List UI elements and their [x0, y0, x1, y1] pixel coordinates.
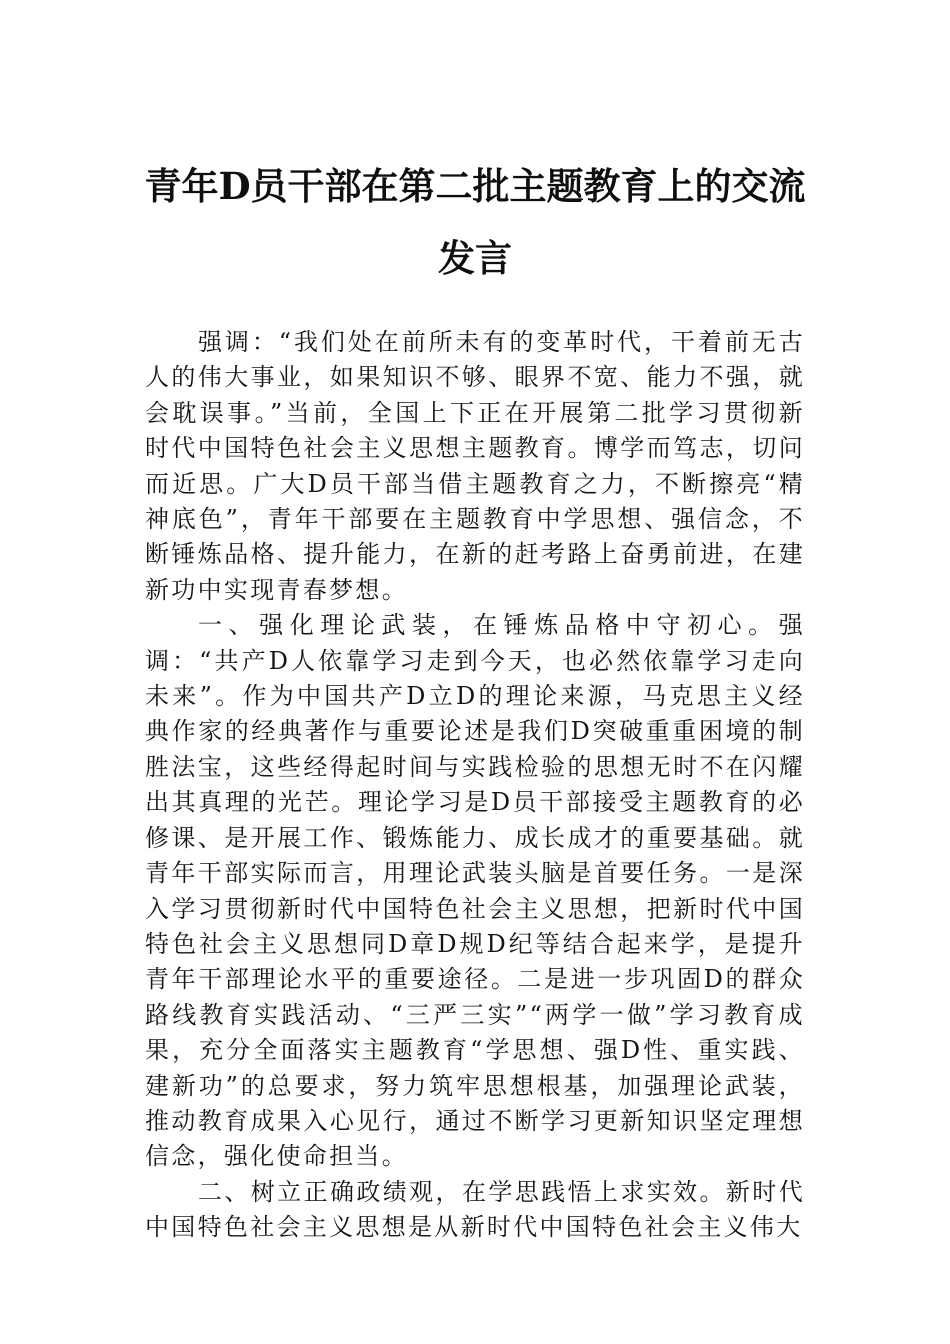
paragraph-section-1: 一、强化理论武装，在锤炼品格中守初心。强调：“共产D人依靠学习走到今天，也必然依靠学习走向未来”。作为中国共产D立D的理论来源，马克思主义经典作家的经典著作与重要论述是我们D突破重重困境的制胜法宝，这些经得起时间与实践检验的思想无时不在闪耀出其真理的光芒。理论学习是D员干部接受主题教育的必修课、是开展工作、锻炼能力、成长成才的重要基础。就青年干部实际而言，用理论武装头脑是首要任务。一是深入学习贯彻新时代中国特色社会主义思想，把新时代中国特色社会主义思想同D章D规D纪等结合起来学，是提升青年干部理论水平的重要途径。二是进一步巩固D的群众路线教育实践活动、“三严三实”“两学一做”学习教育成果，充分全面落实主题教育“学思想、强D性、重实践、建新功”的总要求，努力筑牢思想根基，加强理论武装，推动教育成果入心见行，通过不断学习更新知识坚定理想信念，强化使命担当。	[145, 611, 805, 1171]
paragraph-section-2: 二、树立正确政绩观，在学思践悟上求实效。新时代中国特色社会主义思想是从新时代中国特色社会主义伟大	[145, 1177, 805, 1242]
document-body	[145, 325, 805, 1246]
document-title-line-1: 青年D员干部在第二批主题教育上的交流	[144, 164, 806, 208]
document-title-line-2: 发言	[438, 236, 512, 280]
paragraph-intro: 强调：“我们处在前所未有的变革时代，干着前无古人的伟大事业，如果知识不够、眼界不宽、能力不强，就会耽误事。”当前，全国上下正在开展第二批学习贯彻新时代中国特色社会主义思想主题教育。博学而笃志，切问而近思。广大D员干部当借主题教育之力，不断擦亮“精神底色”，青年干部要在主题教育中学思想、强信念，不断锤炼品格、提升能力，在新的赶考路上奋勇前进，在建新功中实现青春梦想。	[145, 328, 805, 604]
